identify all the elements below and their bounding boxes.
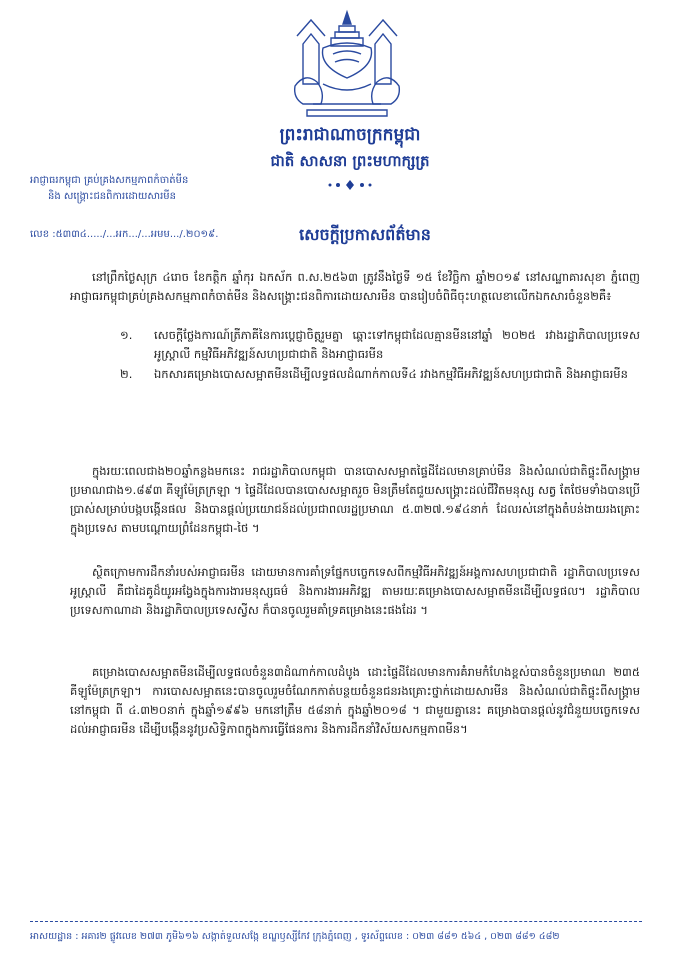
list-item-number: ១. [120, 328, 133, 342]
list-item-number: ២. [120, 367, 133, 381]
intro-paragraph: នៅព្រឹកថ្ងៃសុក្រ ៤រោច ខែកត្តិក ឆ្នាំកុរ ឯកស័ក ព.ស.២៥៦៣ ត្រូវនឹងថ្ងៃទី ១៥ ខែវិច្ឆិកា ឆ្នាំ២០១៩ នៅសណ្ឋាគារសុខា ភ្នំពេញ អាជ្ញាធរកម្ពុជាគ្រប់គ្រងសកម្មភាពកំចាត់មីន និងសង្គ្រោះជនពិការដោយសារមីន បានរៀបចំពិធីចុះហត្ថលេខាលើកឯកសារចំនួន២គឺ៖ [70, 270, 640, 303]
footer-address: អាសយដ្ឋាន : អគារ២ ផ្លូវលេខ ២៧៣ ភូមិ៦១៦ សង្កាត់ទួលសង្កែ ខណ្ឌឫស្សីកែវ ក្រុងភ្នំពេញ , ទូរស័ព្ទលេខ : ០២៣ ៨៨១ ៥៦៤ , ០២៣ ៨៨១ ៤៨២ [30, 931, 560, 942]
list-item [120, 365, 640, 384]
body-paragraph-1: ក្នុងរយៈពេលជាង២០ឆ្នាំកន្លងមកនេះ រាជរដ្ឋាភិបាលកម្ពុជា បានបោសសម្អាតផ្ទៃដីដែលមានគ្រាប់មីន និងសំណល់ជាតិផ្ទុះពីសង្គ្រាមប្រមាណជាង១.៨៩៣ គីឡូម៉ែត្រក្រឡា ។ ផ្ទៃដីដែលបានបោសសម្អាតរួច មិនត្រឹមតែជួយសង្គ្រោះដល់ជីវិតមនុស្ស សត្វ តែថែមទាំងបានប្រើប្រាស់សម្រាប់បង្កបង្កើនផល និងបានផ្តល់ប្រយោជន៍ដល់ប្រជាពលរដ្ឋប្រមាណ ៥.៣២៧.១៩៤នាក់ ដែលរស់នៅក្នុងតំបន់ងាយរងគ្រោះក្នុងប្រទេស តាមបណ្តោយព្រំដែនកម្ពុជា-ថៃ ។ [70, 464, 640, 535]
agency-line-1: អាជ្ញាធរកម្ពុជា គ្រប់គ្រងសកម្មភាពកំចាត់មីន [30, 175, 189, 186]
footer-divider [30, 921, 642, 923]
reference-number: លេខ :៥៣៣៤...../...អក.../...អមម.../.២០១៩. [30, 229, 219, 240]
body-paragraph-3: គម្រោងបោសសម្អាតមីនដើម្បីលទ្ធផលចំនួន៣ដំណាក់កាលដំបូង ដោះផ្ទៃដីដែលមានការគំរាមកំហែងខ្ពស់បានចំនួនប្រមាណ ២៣៥ គីឡូម៉ែត្រក្រឡា។ ការបោសសម្អាតនេះបានចូលរួមចំណែកកាត់បន្ថយចំនួនជនរងគ្រោះថ្នាក់ដោយសារមីន និងសំណល់ជាតិផ្ទុះពីសង្គ្រាមនៅកម្ពុជា ពី ៤.៣២០នាក់ ក្នុងឆ្នាំ១៩៩៦ មកនៅត្រឹម ៥៨នាក់ ក្នុងឆ្នាំ២០១៨ ។ ជាមួយគ្នានេះ គម្រោងបានផ្តល់នូវជំនួយបច្ចេកទេសដល់អាជ្ញាធរមីន ដើម្បីបង្កើននូវប្រសិទ្ធិភាពក្នុងការធ្វើផែនការ និងការដឹកនាំវិស័យសកម្មភាពមីន។ [70, 665, 640, 736]
agency-line-2: និង សង្គ្រោះជនពិការដោយសារមីន [48, 191, 176, 202]
issuing-agency [30, 173, 270, 205]
divider-ornament-icon [320, 178, 380, 192]
body-paragraph-2: ស្ថិតក្រោមការដឹកនាំរបស់អាជ្ញាធរមីន ដោយមានការគាំទ្រផ្នែកបច្ចេកទេសពីកម្មវិធីអភិវឌ្ឍន៍អង្គការសហប្រជាជាតិ រដ្ឋាភិបាលប្រទេសអូស្រ្តាលី គឺជាដៃគូដ៏យូរអង្វែងក្នុងការងារមនុស្សធម៌ និងការងារអភិវឌ្ឍ តាមរយៈគម្រោងបោសសម្អាតមីនដើម្បីលទ្ធផល។ រដ្ឋាភិបាលប្រទេសកាណាដា និងរដ្ឋាភិបាលប្រទេសស្វីស ក៏បានចូលរួមគាំទ្រគម្រោងនេះផងដែរ ។ [70, 565, 640, 617]
list-item [120, 326, 640, 364]
list-item-text: ឯកសារគម្រោងបោសសម្អាតមីនដើម្បីលទ្ធផលដំណាក់កាលទី៤ រវាងកម្មវិធីអភិវឌ្ឍន៍សហប្រជាជាតិ និងអាជ្ញាធរមីន [154, 367, 628, 381]
document-list [120, 326, 640, 385]
national-motto: ជាតិ សាសនា ព្រះមហាក្សត្រ [270, 152, 430, 170]
list-item-text: សេចក្តីថ្លែងការណ៍ត្រីភាគីនៃការប្តេជ្ញាចិត្តរួមគ្នា ឆ្ពោះទៅកម្ពុជាដែលគ្មានមីននៅឆ្នាំ ២០២៥ រវាងរដ្ឋាភិបាលប្រទេសអូស្រ្តាលី កម្មវិធីអភិវឌ្ឍន៍សហប្រជាជាតិ និងអាជ្ញាធរមីន [154, 328, 640, 361]
kingdom-title: ព្រះរាជាណាចក្រកម្ពុជា [279, 125, 421, 145]
document-title: សេចក្តីប្រកាសព័ត៌មាន [299, 225, 431, 244]
royal-emblem-icon [283, 8, 411, 120]
